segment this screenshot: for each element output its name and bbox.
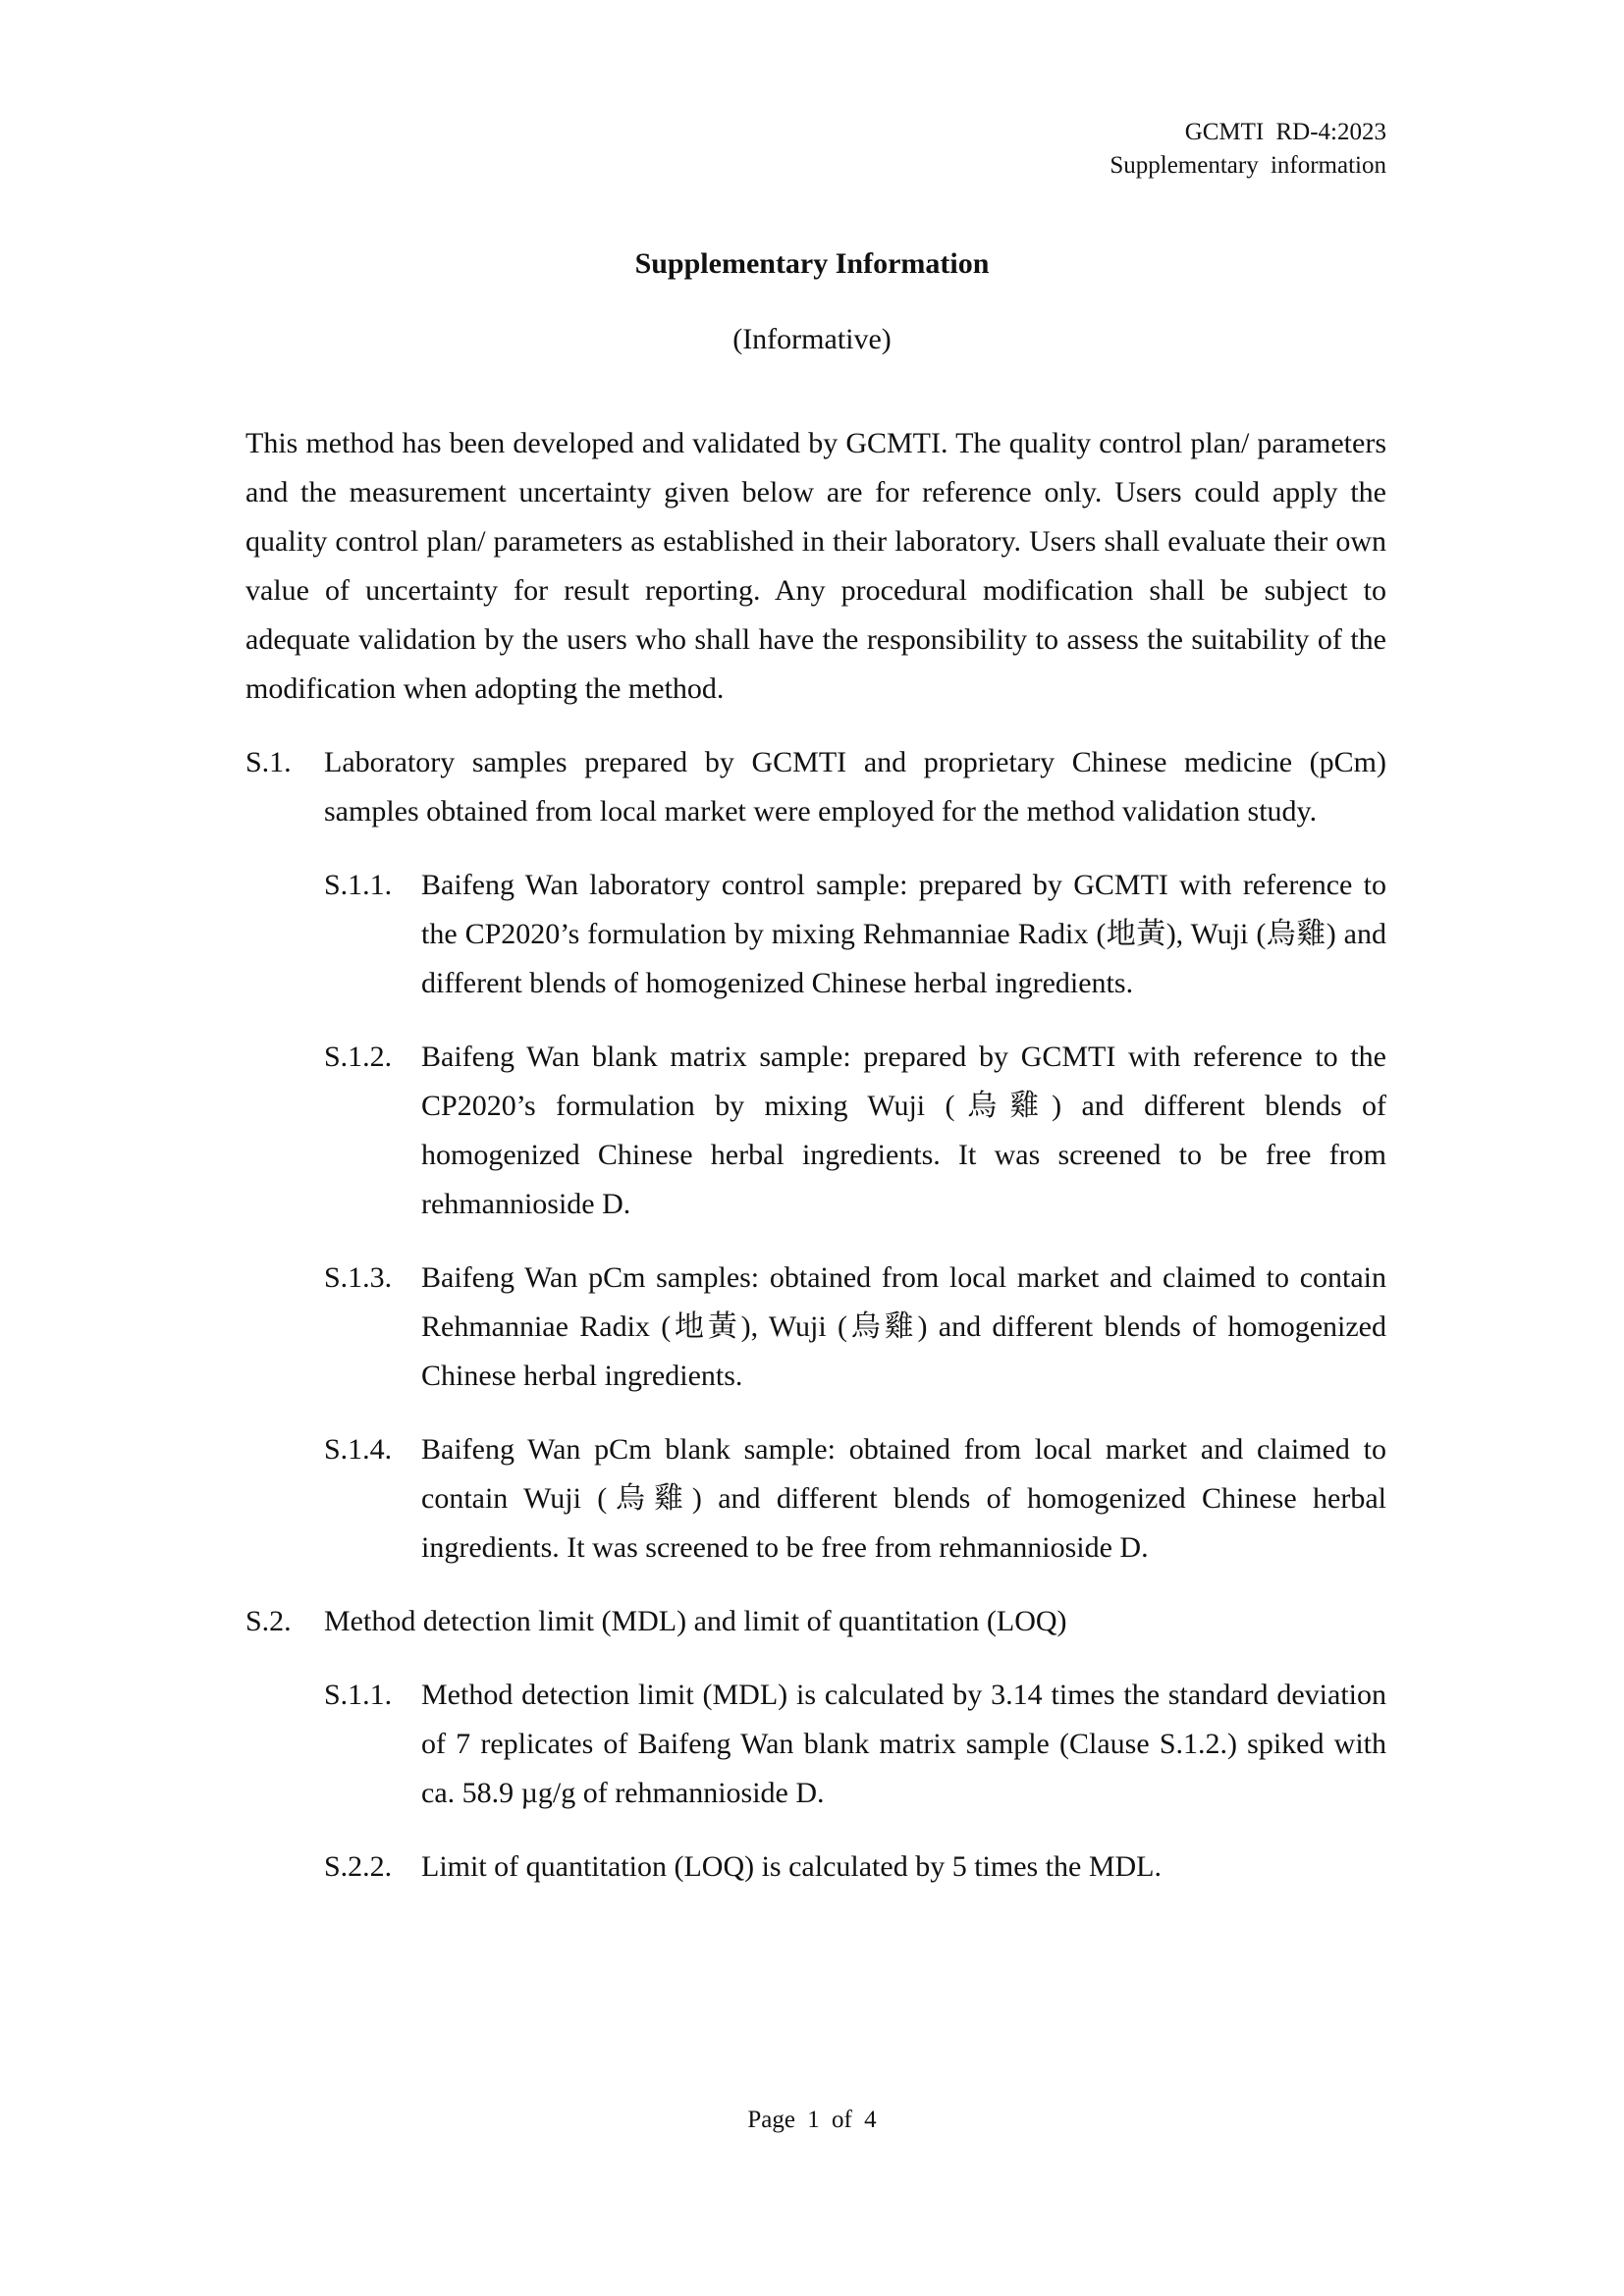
section-s2 xyxy=(245,1597,1386,1646)
subsection-text: Limit of quantitation (LOQ) is calculated by 5 times the MDL. xyxy=(421,1850,1162,1883)
page-title: Supplementary Information xyxy=(634,247,990,280)
subsection-number: S.1.1. xyxy=(324,1679,393,1711)
subsection-number: S.2.2. xyxy=(324,1850,393,1883)
subsection-text: Baifeng Wan blank matrix sample: prepared by GCMTI with reference to the CP2020’s formulation by mixing Wuji (烏雞) and different blends of homogenized Chinese herbal ingredients. It was screened to be free from rehmannioside D. xyxy=(421,1041,1386,1220)
subsection-text: Baifeng Wan laboratory control sample: prepared by GCMTI with reference to the CP2020’s formulation by mixing Rehmanniae Radix (地黃), Wuji (烏雞) and different blends of homogenized Chinese herbal ingredients. xyxy=(421,869,1386,999)
section-text: Method detection limit (MDL) and limit of quantitation (LOQ) xyxy=(324,1605,1067,1637)
section-number: S.1. xyxy=(245,746,292,778)
section-text: Laboratory samples prepared by GCMTI and proprietary Chinese medicine (pCm) samples obtained from local market were employed for the method validation study. xyxy=(324,746,1386,828)
subsection-s1-1 xyxy=(324,861,1386,1008)
intro-paragraph: This method has been developed and validated by GCMTI. The quality control plan/ parameters and the measurement uncertainty given below are for reference only. Users could apply the quality control plan/ parameters as established in their laboratory. Users shall evaluate their own value of uncertainty for result reporting. Any procedural modification shall be subject to adequate validation by the users who shall have the responsibility to assess the suitability of the modification when adopting the method. xyxy=(245,427,1386,705)
subsection-s2-1 xyxy=(324,1671,1386,1818)
subsection-number: S.1.3. xyxy=(324,1261,393,1294)
document-subtitle: Supplementary information xyxy=(1110,152,1386,179)
subsection-text: Baifeng Wan pCm samples: obtained from local market and claimed to contain Rehmanniae Radix (地黃), Wuji (烏雞) and different blends of homogenized Chinese herbal ingredients. xyxy=(421,1261,1386,1392)
subsection-number: S.1.1. xyxy=(324,869,393,901)
subsection-text: Baifeng Wan pCm blank sample: obtained from local market and claimed to contain Wuji (烏雞) and different blends of homogenized Chinese herbal ingredients. It was screened to be free from rehmannioside D. xyxy=(421,1433,1386,1564)
subsection-number: S.1.4. xyxy=(324,1433,393,1466)
subsection-s1-3 xyxy=(324,1254,1386,1401)
page-number: Page 1 of 4 xyxy=(747,2107,877,2133)
page-subtitle: (Informative) xyxy=(732,323,892,355)
subsection-text: Method detection limit (MDL) is calculated by 3.14 times the standard deviation of 7 replicates of Baifeng Wan blank matrix sample (Clause S.1.2.) spiked with ca. 58.9 µg/g of rehmannioside D. xyxy=(421,1679,1386,1809)
document-body xyxy=(245,419,1386,1916)
section-number: S.2. xyxy=(245,1605,292,1637)
page-header xyxy=(1110,116,1386,183)
document-code: GCMTI RD-4:2023 xyxy=(1184,119,1386,145)
subsection-s1-4 xyxy=(324,1425,1386,1573)
subsection-number: S.1.2. xyxy=(324,1041,393,1073)
subsection-s1-2 xyxy=(324,1033,1386,1229)
subsection-s2-2 xyxy=(324,1842,1386,1892)
section-s1 xyxy=(245,738,1386,836)
